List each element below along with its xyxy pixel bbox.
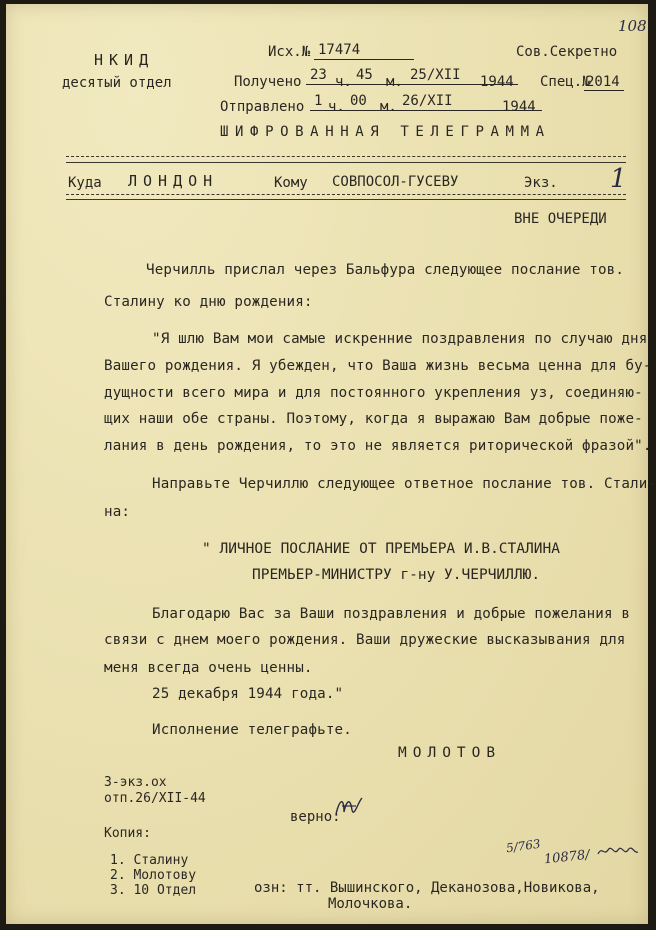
sent-hour-abbr: ч. [328,99,345,115]
distribution-item: 2. Молотову [110,868,197,883]
where-label: Куда [68,175,102,191]
handwritten-ref: 5/763 [505,836,542,856]
outgoing-label: Исх.№ [268,44,311,60]
outgoing-number: 17474 [318,42,361,58]
received-hour-abbr: ч. [335,74,352,90]
divider [66,199,626,200]
to-label: Кому [274,175,308,191]
org-name: НКИД [94,51,155,69]
received-date: 25/XII [410,67,461,83]
reply-line: связи с днем моего рождения. Ваши дружеские высказывания для [104,632,626,648]
department: десятый отдел [62,75,172,91]
signature: МОЛОТОВ [398,745,502,761]
reply-title: " ЛИЧНОЕ ПОСЛАНИЕ ОТ ПРЕМЬЕРА И.В.СТАЛИНА [202,541,560,557]
sent-year: 1944 [502,99,536,115]
to-value: СОВПОСОЛ-ГУСЕВУ [332,174,459,190]
received-label: Получено [234,74,302,90]
reply-line: Благодарю Вас за Ваши поздравления и добрые пожелания в [152,606,631,622]
classification: Сов.Секретно [516,44,618,60]
quote-line: дущности всего мира и для постоянного укрепления уз, соединяю- [104,385,643,401]
priority-mark: ВНЕ ОЧЕРЕДИ [514,211,607,227]
sent-min: 00 [350,93,367,109]
copy-label: Копия: [104,826,151,841]
document-page [6,4,656,924]
acquainted-line: озн: тт. Вышинского, Деканозова,Новикова, [254,880,600,896]
reply-title: ПРЕМЬЕР-МИНИСТРУ г-ну У.ЧЕРЧИЛЛЮ. [252,567,541,583]
sent-label: Отправлено [220,99,305,115]
handwritten-ref: 10878/ [543,847,591,868]
distribution-item: 3. 10 Отдел [110,883,197,898]
copy-value: 1 [610,164,627,194]
reply-date: 25 декабря 1944 года." [152,686,344,702]
distribution-item: 1. Сталину [110,853,189,868]
special-number: 2014 [586,74,620,90]
acquainted-line: Молочкова. [328,896,413,912]
sent-ref: отп.26/XII-44 [104,791,206,806]
reply-line: меня всегда очень ценны. [104,660,313,676]
page-number: 108 [618,17,647,35]
body-line: Сталину ко дню рождения: [104,294,313,310]
special-label: Спец.№ [540,74,591,90]
divider [66,156,626,157]
handwritten-initials [596,842,640,860]
sent-hour: 1 [314,93,323,109]
copies-count: 3-экз.ох [104,775,167,790]
received-min-abbr: м. [386,74,403,90]
quote-line: Вашего рождения. Я убежден, что Ваша жизнь весьма ценна для бу- [104,358,652,374]
quote-line: щих наши обе страны. Поэтому, когда я выражаю Вам добрые поже- [104,411,643,427]
divider [66,194,626,195]
verified-label: верно: [290,809,341,825]
sent-date: 26/XII [402,93,453,109]
received-year: 1944 [480,74,514,90]
verified-signature [332,792,366,822]
body-line: Направьте Черчиллю следующее ответное послание тов. Стали- [152,476,656,492]
body-line: Черчилль прислал через Бальфура следующее послание тов. [146,262,625,278]
copy-label: Экз. [524,175,558,191]
received-min: 45 [356,67,373,83]
instruction: Исполнение телеграфьте. [152,722,352,738]
body-line: на: [104,504,131,520]
quote-line: лания в день рождения, то это не является риторической фразой". [104,438,652,454]
where-value: ЛОНДОН [128,172,219,190]
quote-line: "Я шлю Вам мои самые искренние поздравления по случаю дня [152,331,648,347]
document-type: ШИФРОВАННАЯ ТЕЛЕГРАММА [220,124,551,140]
divider [66,162,626,163]
sent-min-abbr: м. [380,99,397,115]
received-hour: 23 [310,67,327,83]
